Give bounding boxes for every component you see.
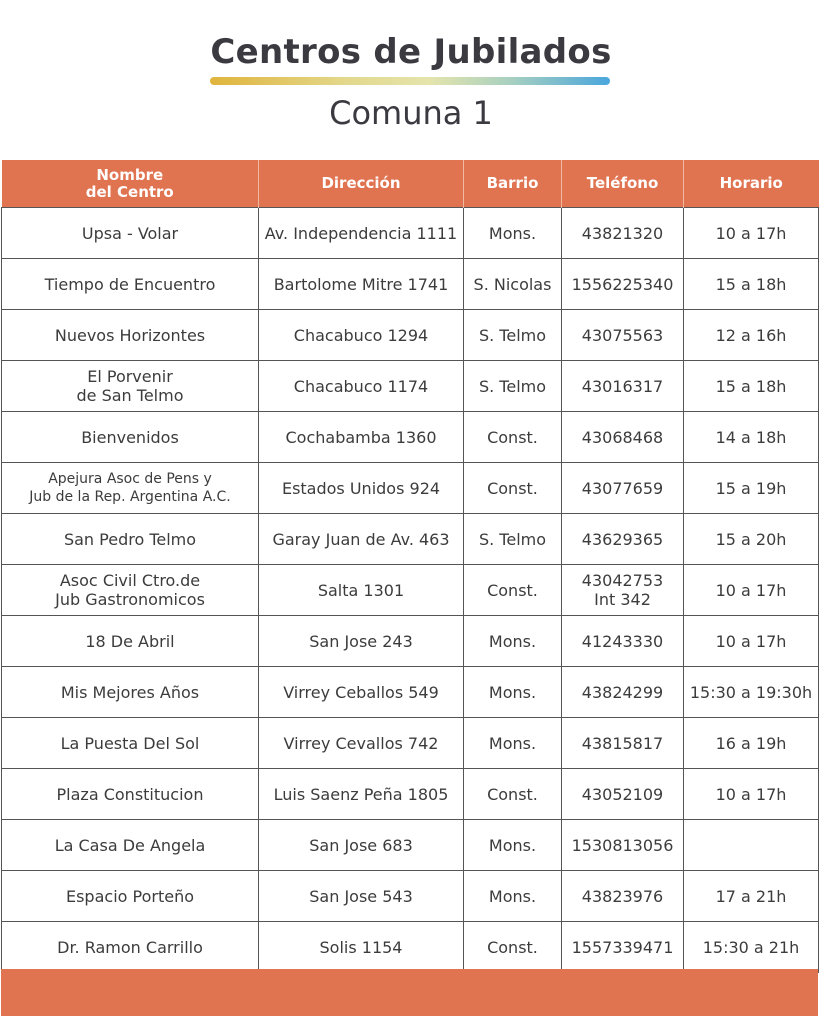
- cell-barrio: Mons.: [464, 871, 562, 922]
- cell-horario: [684, 820, 819, 871]
- cell-telefono: 43629365: [562, 514, 684, 565]
- cell-nombre: Asoc Civil Ctro.de Jub Gastronomicos: [2, 565, 259, 616]
- page-subtitle: Comuna 1: [329, 94, 493, 132]
- cell-nombre: La Puesta Del Sol: [2, 718, 259, 769]
- cell-horario: 10 a 17h: [684, 565, 819, 616]
- cell-barrio: Const.: [464, 463, 562, 514]
- cell-telefono: 41243330: [562, 616, 684, 667]
- centers-table: [1, 160, 819, 973]
- table-row: [2, 871, 819, 922]
- cell-nombre: Nuevos Horizontes: [2, 310, 259, 361]
- cell-nombre: Upsa - Volar: [2, 208, 259, 259]
- cell-barrio: Const.: [464, 565, 562, 616]
- cell-direccion: Virrey Cevallos 742: [259, 718, 464, 769]
- cell-telefono: 43077659: [562, 463, 684, 514]
- cell-telefono: 1556225340: [562, 259, 684, 310]
- table-row: [2, 565, 819, 616]
- table-header-row: [2, 160, 819, 208]
- table-row: [2, 412, 819, 463]
- column-header-nombre: Nombre del Centro: [2, 160, 259, 208]
- cell-nombre: Dr. Ramon Carrillo: [2, 922, 259, 973]
- cell-barrio: Const.: [464, 412, 562, 463]
- cell-nombre: Apejura Asoc de Pens y Jub de la Rep. Argentina A.C.: [2, 463, 259, 514]
- table-row: [2, 667, 819, 718]
- table-row: [2, 310, 819, 361]
- cell-nombre: Mis Mejores Años: [2, 667, 259, 718]
- table-row: [2, 463, 819, 514]
- cell-nombre: Plaza Constitucion: [2, 769, 259, 820]
- cell-horario: 17 a 21h: [684, 871, 819, 922]
- cell-horario: 15:30 a 21h: [684, 922, 819, 973]
- cell-barrio: S. Telmo: [464, 514, 562, 565]
- cell-telefono: 43824299: [562, 667, 684, 718]
- cell-direccion: Virrey Ceballos 549: [259, 667, 464, 718]
- cell-barrio: Mons.: [464, 718, 562, 769]
- column-header-horario: Horario: [684, 160, 819, 208]
- table-row: [2, 922, 819, 973]
- cell-direccion: Av. Independencia 1111: [259, 208, 464, 259]
- cell-telefono: 43068468: [562, 412, 684, 463]
- cell-barrio: Mons.: [464, 820, 562, 871]
- cell-horario: 15 a 20h: [684, 514, 819, 565]
- cell-barrio: S. Telmo: [464, 310, 562, 361]
- table-row: [2, 718, 819, 769]
- cell-telefono: 43016317: [562, 361, 684, 412]
- cell-horario: 15 a 18h: [684, 361, 819, 412]
- cell-direccion: San Jose 683: [259, 820, 464, 871]
- cell-horario: 10 a 17h: [684, 616, 819, 667]
- cell-nombre: El Porvenir de San Telmo: [2, 361, 259, 412]
- cell-horario: 15:30 a 19:30h: [684, 667, 819, 718]
- cell-direccion: Estados Unidos 924: [259, 463, 464, 514]
- column-header-barrio: Barrio: [464, 160, 562, 208]
- cell-direccion: San Jose 243: [259, 616, 464, 667]
- footer-bar: [1, 969, 818, 1016]
- cell-barrio: Mons.: [464, 616, 562, 667]
- cell-nombre: 18 De Abril: [2, 616, 259, 667]
- table-row: [2, 820, 819, 871]
- column-header-telefono: Teléfono: [562, 160, 684, 208]
- cell-direccion: Salta 1301: [259, 565, 464, 616]
- cell-direccion: Chacabuco 1174: [259, 361, 464, 412]
- cell-telefono: 43075563: [562, 310, 684, 361]
- cell-barrio: S. Nicolas: [464, 259, 562, 310]
- cell-barrio: Const.: [464, 922, 562, 973]
- table-row: [2, 514, 819, 565]
- cell-direccion: Garay Juan de Av. 463: [259, 514, 464, 565]
- cell-direccion: Solis 1154: [259, 922, 464, 973]
- cell-barrio: Const.: [464, 769, 562, 820]
- title-underline-gradient: [210, 77, 610, 85]
- cell-direccion: Luis Saenz Peña 1805: [259, 769, 464, 820]
- column-header-direccion: Dirección: [259, 160, 464, 208]
- cell-barrio: Mons.: [464, 667, 562, 718]
- cell-direccion: Bartolome Mitre 1741: [259, 259, 464, 310]
- cell-direccion: San Jose 543: [259, 871, 464, 922]
- cell-horario: 15 a 19h: [684, 463, 819, 514]
- cell-telefono: 43042753 Int 342: [562, 565, 684, 616]
- table-row: [2, 616, 819, 667]
- table-row: [2, 769, 819, 820]
- cell-nombre: San Pedro Telmo: [2, 514, 259, 565]
- cell-telefono: 1530813056: [562, 820, 684, 871]
- cell-telefono: 1557339471: [562, 922, 684, 973]
- table-row: [2, 208, 819, 259]
- cell-nombre: Bienvenidos: [2, 412, 259, 463]
- cell-nombre: Tiempo de Encuentro: [2, 259, 259, 310]
- cell-horario: 12 a 16h: [684, 310, 819, 361]
- cell-direccion: Cochabamba 1360: [259, 412, 464, 463]
- page-title: Centros de Jubilados: [210, 32, 612, 72]
- cell-direccion: Chacabuco 1294: [259, 310, 464, 361]
- cell-telefono: 43052109: [562, 769, 684, 820]
- table-row: [2, 361, 819, 412]
- cell-telefono: 43823976: [562, 871, 684, 922]
- cell-horario: 14 a 18h: [684, 412, 819, 463]
- table-row: [2, 259, 819, 310]
- cell-horario: 10 a 17h: [684, 208, 819, 259]
- cell-nombre: Espacio Porteño: [2, 871, 259, 922]
- cell-horario: 10 a 17h: [684, 769, 819, 820]
- cell-telefono: 43821320: [562, 208, 684, 259]
- cell-barrio: Mons.: [464, 208, 562, 259]
- cell-barrio: S. Telmo: [464, 361, 562, 412]
- cell-telefono: 43815817: [562, 718, 684, 769]
- cell-horario: 15 a 18h: [684, 259, 819, 310]
- cell-horario: 16 a 19h: [684, 718, 819, 769]
- cell-nombre: La Casa De Angela: [2, 820, 259, 871]
